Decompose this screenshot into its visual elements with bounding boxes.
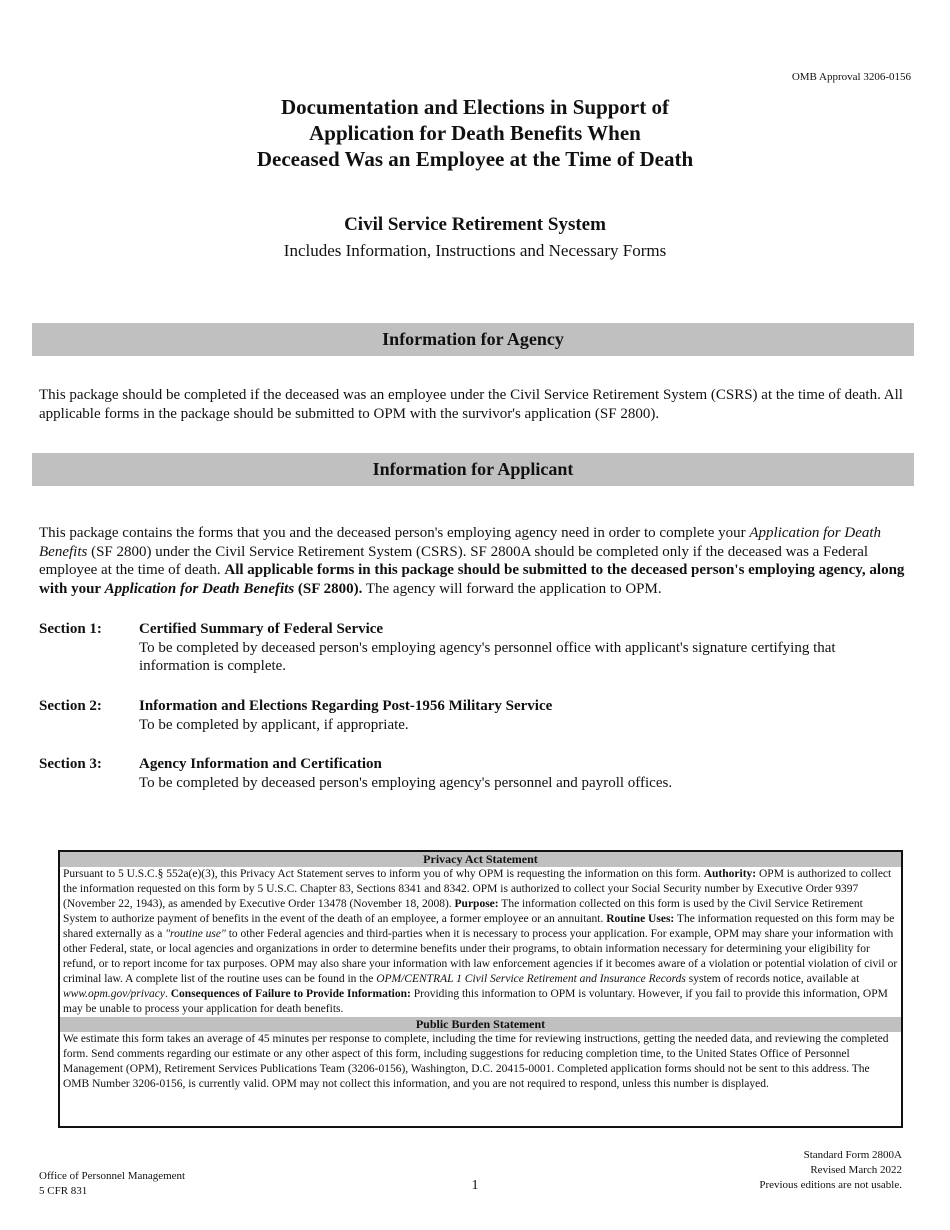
purpose-label: Purpose:: [454, 898, 499, 910]
section-description: To be completed by deceased person's employing agency's personnel and payroll offices.: [139, 774, 673, 791]
applicant-text-3: The agency will forward the application to OPM.: [362, 580, 662, 597]
section-1: [39, 620, 909, 676]
section-label: Section 1:: [39, 621, 102, 637]
applicant-paragraph: [39, 524, 909, 598]
includes-line: Includes Information, Instructions and Necessary Forms: [283, 241, 667, 260]
consequences-text: Providing this information to OPM is voluntary. However, if you fail to provide this information, OPM may be unable to process your application for death benefits.: [63, 988, 888, 1015]
section-title: Certified Summary of Federal Service: [139, 621, 384, 637]
agency-paragraph: This package should be completed if the deceased was an employee under the Civil Service Retirement System (CSRS) at the time of death. All applicable forms in the package should be submitted to OPM with the survivor's application (SF 2800).: [39, 387, 903, 422]
privacy-url: www.opm.gov/privacy: [63, 988, 165, 1000]
authority-label: Authority:: [703, 868, 757, 880]
agency-name: Office of Personnel Management: [39, 1170, 186, 1182]
purpose-text: The information collected on this form is used by the Civil Service Retirement System to authorize payment of benefits in the event of the death of an employee, a former employee or an annuitant.: [63, 898, 863, 925]
form-number: Standard Form 2800A: [803, 1149, 902, 1161]
burden-text: We estimate this form takes an average of 45 minutes per response to complete, including the time for reviewing instructions, getting the needed data, and reviewing the completed form. Send comments regarding our estimate or any other aspect of this form, including suggestions for reducing completion time, to the United States Office of Personnel Management (OPM), Retirement Services Publications Team (3206-0156), Washington, D.C. 20415-0001. Completed application forms should not be sent to this address. The OMB Number 3206-0156, is currently valid. OPM may not collect this information, and you are not required to respond, unless this number is displayed.: [63, 1033, 889, 1090]
revision-date: Revised March 2022: [810, 1164, 902, 1176]
records-notice-name: OPM/CENTRAL 1 Civil Service Retirement and Insurance Records: [376, 973, 686, 985]
burden-heading: Public Burden Statement: [60, 1017, 901, 1032]
section-label: Section 3:: [39, 756, 102, 772]
page-number: 1: [471, 1178, 479, 1193]
system-title: Civil Service Retirement System: [344, 214, 606, 235]
applicant-bold-2: (SF 2800).: [294, 580, 363, 597]
cfr-reference: 5 CFR 831: [39, 1185, 88, 1197]
footer-right: [759, 1148, 902, 1193]
routine-text-4: .: [165, 988, 171, 1000]
applicant-bold-form-name: Application for Death Benefits: [104, 580, 295, 597]
applicant-text-1: This package contains the forms that you and the deceased person's employing agency need in order to complete your: [39, 525, 750, 541]
routine-use-term: "routine use": [165, 928, 226, 940]
applicant-text-2: (SF 2800) under the Civil Service Retirement System (CSRS). SF 2800A should be completed only if the deceased was a Federal employee at the time of death.: [39, 543, 869, 578]
title-line-3: Deceased Was an Employee at the Time of Death: [256, 147, 694, 171]
document-title: [0, 94, 950, 172]
applicant-form-name: Application for Death Benefits: [39, 525, 882, 560]
privacy-heading: Privacy Act Statement: [60, 852, 901, 867]
routine-uses-label: Routine Uses:: [606, 913, 675, 925]
editions-note: Previous editions are not usable.: [759, 1179, 902, 1191]
routine-text-1: The information requested on this form may be shared externally as a: [63, 913, 895, 940]
section-title: Information and Elections Regarding Post-1956 Military Service: [139, 698, 553, 714]
applicant-bold-1: All applicable forms in this package should be submitted to the deceased person's employing agency, along with your: [39, 562, 905, 597]
statements-box: [58, 850, 903, 1128]
omb-approval: OMB Approval 3206-0156: [791, 71, 911, 83]
section-title: Agency Information and Certification: [139, 756, 382, 772]
section-3: [39, 755, 909, 792]
section-2: [39, 697, 909, 734]
privacy-intro: Pursuant to 5 U.S.C.§ 552a(e)(3), this Privacy Act Statement serves to inform you of why OPM is requesting the information on this form.: [63, 868, 704, 880]
authority-text: OPM is authorized to collect the information requested on this form by 5 U.S.C. Chapter 83, Sections 8341 and 8342. OPM is authorized to collect your Social Security number by Executive Order 9397 (November 22, 1943), as amended by Executive Order 13478 (November 18, 2008).: [63, 868, 892, 910]
applicant-heading: Information for Applicant: [32, 453, 914, 486]
title-line-2: Application for Death Benefits When: [309, 121, 641, 145]
privacy-text: [60, 867, 901, 1017]
section-description: To be completed by applicant, if appropriate.: [139, 716, 409, 733]
agency-heading: Information for Agency: [32, 323, 914, 356]
title-line-1: Documentation and Elections in Support of: [281, 95, 669, 119]
section-label: Section 2:: [39, 698, 102, 714]
consequences-label: Consequences of Failure to Provide Information:: [170, 988, 411, 1000]
section-description: To be completed by deceased person's employing agency's personnel office with applicant's signature certifying that information is complete.: [139, 639, 836, 674]
routine-text-3: system of records notice, available at: [685, 973, 860, 985]
routine-text-2: to other Federal agencies and third-parties when it is necessary to process your application. For example, OPM may share your information with other Federal, state, or local agencies and organizations in order to determine benefits under their programs, to obtain information necessary for determining your eligibility for refund, or to report income for tax purposes. OPM may also share your information with law enforcement agencies if it becomes aware of a violation or potential violation of civil or criminal law. A complete list of the routine uses can be found in the: [63, 928, 898, 985]
